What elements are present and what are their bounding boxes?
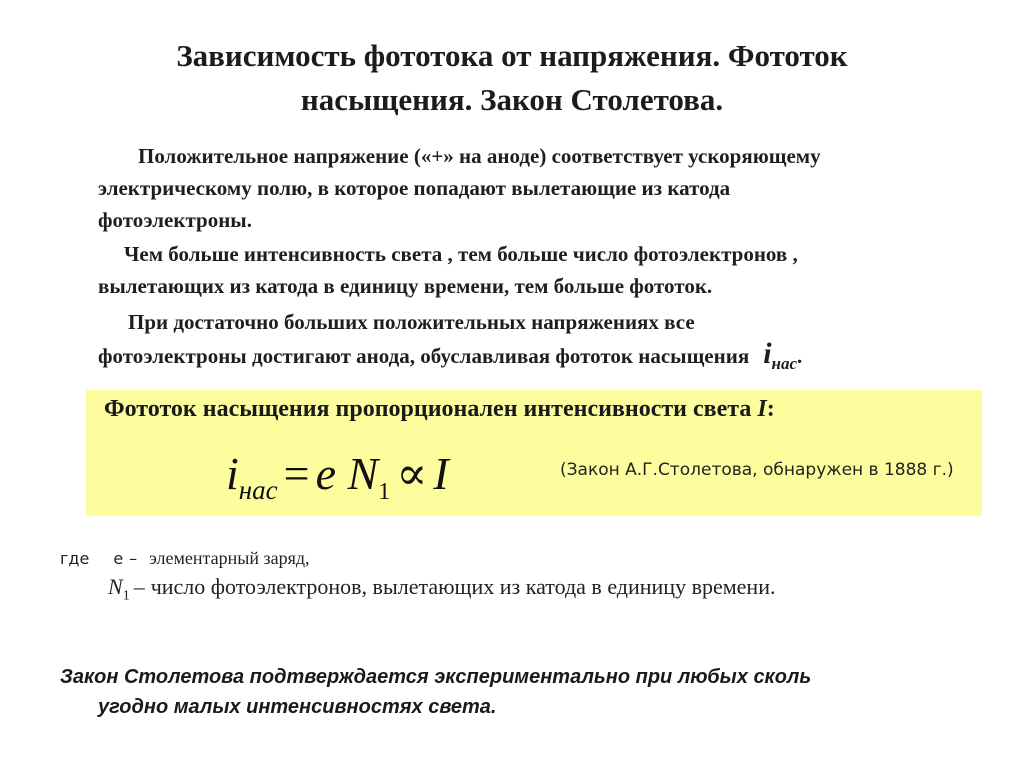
paragraph-line — [98, 338, 978, 380]
paragraph-line: электрическому полю, в которое попадают вылетающие из катода — [98, 176, 731, 200]
formula-i: i — [226, 448, 239, 499]
paragraph-line: Положительное напряжение («+» на аноде) соответствует ускоряющему — [138, 144, 821, 168]
stoletov-formula — [226, 444, 449, 522]
law-statement — [104, 396, 775, 423]
formula-e: e — [315, 448, 337, 499]
formula-proportional: ∝ — [396, 448, 428, 499]
n1-sub: 1 — [122, 588, 130, 604]
paragraph-line: вылетающих из катода в единицу времени, тем больше фототок. — [98, 274, 713, 298]
slide-title-line-1: Зависимость фототока от напряжения. Фототок — [176, 38, 848, 73]
intensity-symbol: I — [757, 396, 767, 422]
end-punctuation: . — [797, 344, 803, 368]
law-note: (Закон А.Г.Столетова, обнаружен в 1888 г.) — [560, 460, 954, 480]
symbol-sub-nac: нас — [771, 354, 798, 373]
paragraph-light-intensity — [98, 238, 978, 302]
e-dash: – — [129, 549, 138, 568]
definition-e — [60, 548, 310, 569]
paragraph-line: фотоэлектроны. — [98, 208, 252, 232]
law-statement-text: Фототок насыщения пропорционален интенсивности света — [104, 396, 752, 422]
symbol-i: i — [763, 337, 772, 370]
conclusion-line-2: угодно малых интенсивностях света. — [98, 696, 497, 718]
n1-description: число фотоэлектронов, вылетающих из катода в единицу времени. — [150, 574, 776, 599]
paragraph-line-text: фотоэлектроны достигают анода, обуславливая фототок насыщения — [98, 344, 750, 368]
formula-sub-nac: нас — [238, 475, 278, 505]
n1-dash: – — [133, 574, 145, 599]
where-label: где — [60, 549, 90, 568]
e-symbol: e — [113, 549, 124, 568]
stoletov-law-box — [86, 390, 982, 516]
definition-n1 — [108, 574, 775, 604]
paragraph-line: При достаточно больших положительных напряжениях все — [128, 310, 695, 334]
n1-symbol: N — [108, 574, 123, 599]
formula-I: I — [433, 448, 449, 499]
saturation-current-symbol — [763, 337, 798, 373]
conclusion-line-1: Закон Столетова подтверждается экспериментально при любых сколь — [60, 666, 812, 688]
paragraph-saturation — [98, 306, 978, 380]
slide-title — [60, 34, 964, 122]
formula-equals: = — [283, 448, 310, 499]
formula-N-sub: 1 — [378, 479, 391, 505]
e-description: элементарный заряд, — [149, 548, 310, 568]
formula-N: N — [347, 448, 379, 499]
slide-title-line-2: насыщения. Закон Столетова. — [300, 82, 724, 117]
paragraph-positive-voltage — [98, 140, 978, 236]
paragraph-line: Чем больше интенсивность света , тем больше число фотоэлектронов , — [124, 242, 798, 266]
conclusion — [60, 662, 811, 722]
law-statement-colon: : — [766, 396, 775, 422]
